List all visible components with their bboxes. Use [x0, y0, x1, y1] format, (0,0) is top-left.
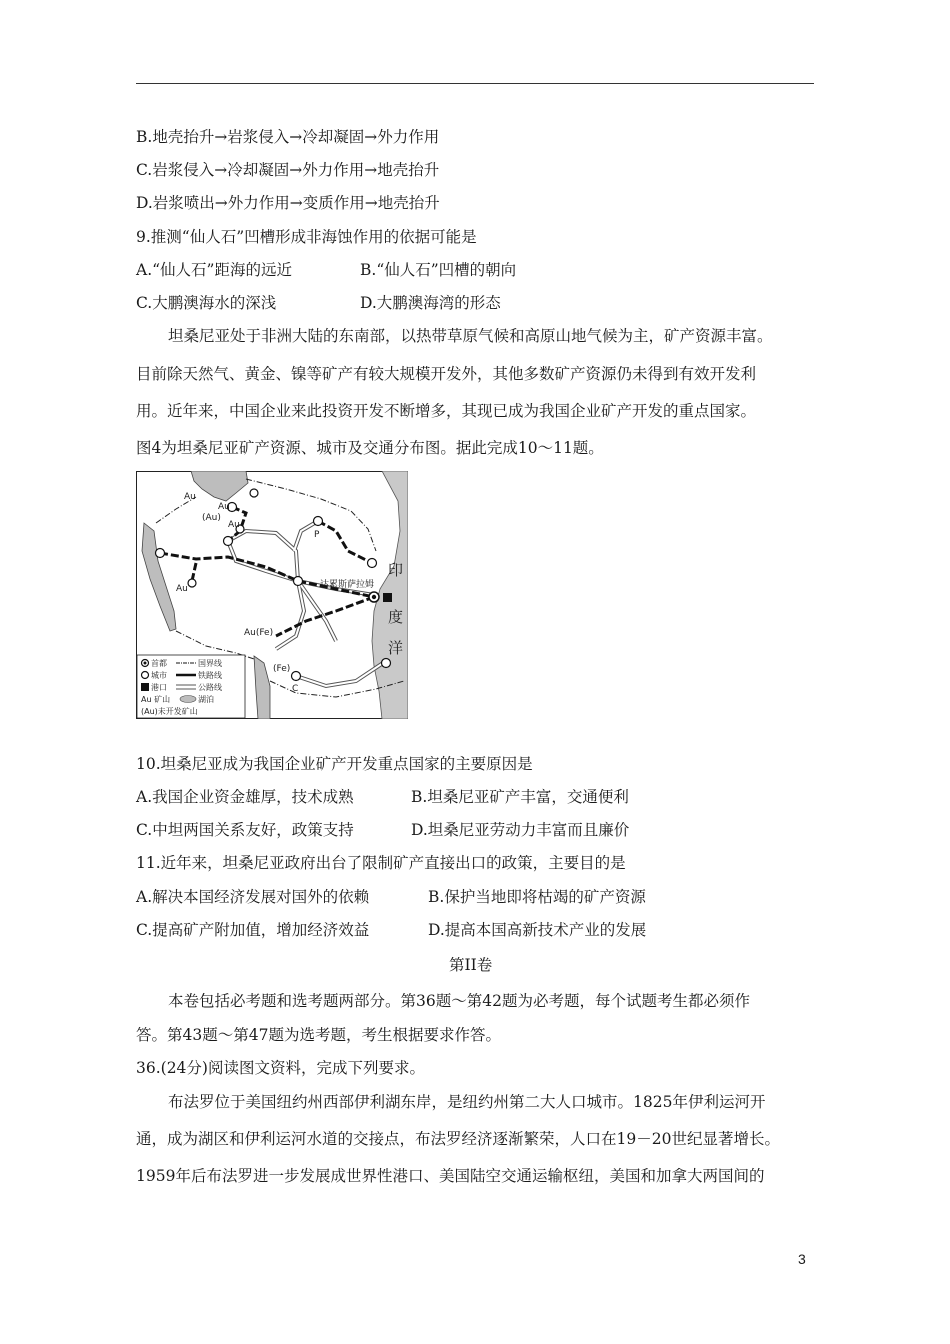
mine-label-au: Au [228, 520, 240, 530]
mine-label-au-fe: Au(Fe) [244, 628, 274, 638]
mine-label-au: Au [218, 502, 230, 512]
option-11c: C.提高矿产附加值，增加经济效益 [136, 921, 370, 939]
map-legend [137, 655, 245, 718]
option-10b: B.坦桑尼亚矿产丰富，交通便利 [411, 788, 629, 806]
ocean-label-char: 洋 [388, 639, 404, 657]
header-rule [136, 83, 814, 84]
passage-line: 图4为坦桑尼亚矿产资源、城市及交通分布图。据此完成10～11题。 [136, 439, 604, 457]
section-intro-line: 本卷包括必考题和选考题两部分。第36题～第42题为必考题，每个试题考生都必须作 [168, 992, 750, 1010]
passage-line: 坦桑尼亚处于非洲大陆的东南部，以热带草原气候和高原山地气候为主，矿产资源丰富。 [168, 327, 773, 345]
capital-dot [372, 595, 376, 599]
option-9a: A.“仙人石”距海的远近 [136, 261, 292, 279]
legend-lake: 湖泊 [198, 695, 214, 704]
passage-line: 目前除天然气、黄金、镍等矿产有较大规模开发外，其他多数矿产资源仍未得到有效开发利 [136, 365, 757, 383]
option-9b: B.“仙人石”凹槽的朝向 [360, 261, 517, 279]
mine-label-au: Au [176, 584, 188, 594]
mine-label-au: Au [184, 492, 196, 502]
legend-highway: 公路线 [198, 683, 222, 692]
legend-border: 国界线 [198, 659, 222, 668]
option-11b: B.保护当地即将枯竭的矿产资源 [428, 888, 646, 906]
legend-railway: 铁路线 [198, 671, 222, 680]
page-number: 3 [798, 1251, 806, 1267]
option-8b: B.地壳抬升→岩浆侵入→冷却凝固→外力作用 [136, 128, 440, 146]
option-11d: D.提高本国高新技术产业的发展 [428, 921, 647, 939]
passage-line: 用。近年来，中国企业来此投资开发不断增多，其现已成为我国企业矿产开发的重点国家。 [136, 402, 757, 420]
option-9d: D.大鹏澳海湾的形态 [360, 294, 501, 312]
option-8c: C.岩浆侵入→冷却凝固→外力作用→地壳抬升 [136, 161, 440, 179]
mine-label-undeveloped: (Au) [202, 513, 221, 523]
option-9c: C.大鹏澳海水的深浅 [136, 294, 277, 312]
legend-port: 港口 [151, 683, 167, 692]
option-10a: A.我国企业资金雄厚，技术成熟 [136, 788, 354, 806]
section-title: 第II卷 [449, 956, 493, 974]
buffalo-passage-line: 1959年后布法罗进一步发展成世界性港口、美国陆空交通运输枢纽，美国和加拿大两国间的 [136, 1167, 765, 1185]
legend-capital: 首都 [151, 659, 167, 668]
tanzania-map [136, 471, 408, 719]
option-10c: C.中坦两国关系友好，政策支持 [136, 821, 354, 839]
option-8d: D.岩浆喷出→外力作用→变质作用→地壳抬升 [136, 194, 440, 212]
option-11a: A.解决本国经济发展对国外的依赖 [136, 888, 370, 906]
question-36: 36.(24分)阅读图文资料，完成下列要求。 [136, 1059, 425, 1077]
question-11: 11.近年来，坦桑尼亚政府出台了限制矿产直接出口的政策，主要目的是 [136, 854, 626, 872]
legend-mine: Au 矿山 [141, 695, 171, 704]
legend-undeveloped: (Au)未开发矿山 [141, 707, 198, 716]
city-label-p: P [314, 530, 320, 540]
buffalo-passage-line: 布法罗位于美国纽约州西部伊利湖东岸，是纽约州第二大人口城市。1825年伊利运河开 [168, 1093, 766, 1111]
ocean-label-char: 印 [388, 561, 404, 579]
mine-label-fe: (Fe) [273, 664, 291, 674]
city-label-c: C [292, 684, 299, 694]
legend-city: 城市 [151, 671, 167, 680]
tanzania-map-figure [136, 471, 408, 719]
question-9: 9.推测“仙人石”凹槽形成非海蚀作用的依据可能是 [136, 228, 477, 246]
question-10: 10.坦桑尼亚成为我国企业矿产开发重点国家的主要原因是 [136, 755, 533, 773]
buffalo-passage-line: 通，成为湖区和伊利运河水道的交接点，布法罗经济逐渐繁荣，人口在19－20世纪显著增长。 [136, 1130, 780, 1148]
port-marker [383, 593, 392, 602]
ocean-label-char: 度 [388, 608, 404, 626]
section-intro-line: 答。第43题～第47题为选考题，考生根据要求作答。 [136, 1026, 501, 1044]
option-10d: D.坦桑尼亚劳动力丰富而且廉价 [411, 821, 630, 839]
capital-label: 达累斯萨拉姆 [320, 580, 375, 590]
